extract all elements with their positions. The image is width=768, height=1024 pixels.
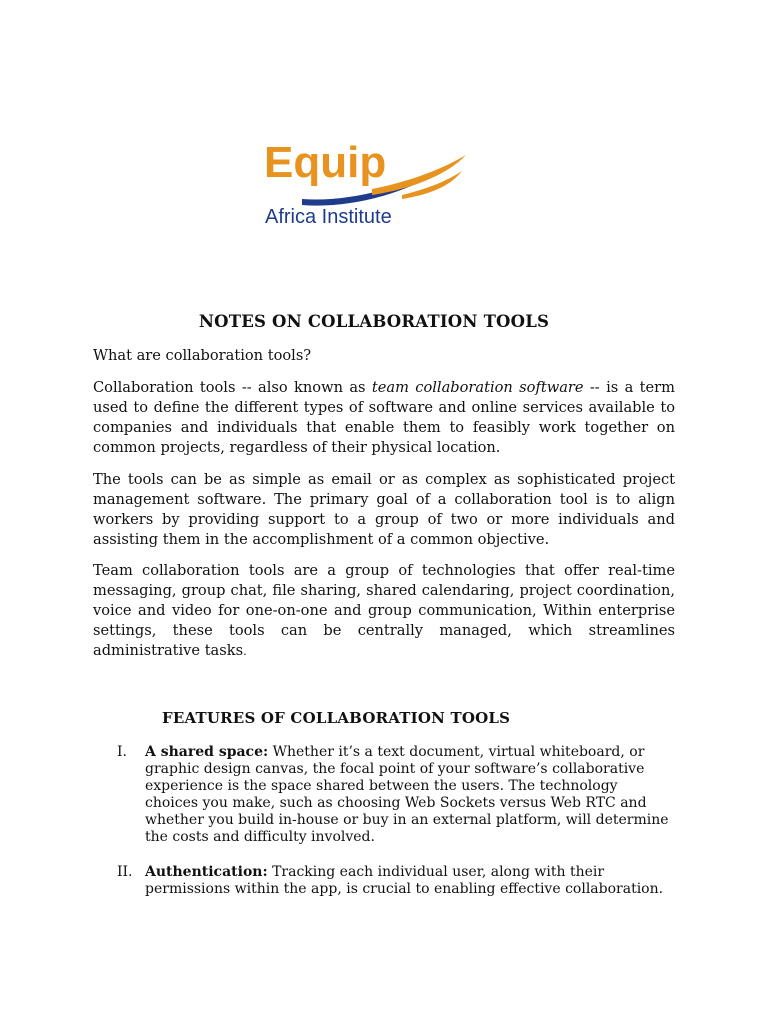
feature-description: Tracking each individual user, along with their permissions within the app, is crucial to enabling effective collaboration. <box>145 864 664 897</box>
feature-list-item <box>93 864 675 898</box>
document-title: NOTES ON COLLABORATION TOOLS <box>198 312 550 331</box>
equip-africa-institute-logo <box>262 135 472 235</box>
logo-word: Equip <box>264 138 387 187</box>
paragraph-technologies-period: . <box>243 644 247 658</box>
feature-numeral: I. <box>117 744 127 760</box>
paragraph-definition-start: Collaboration tools -- also known as <box>93 379 372 396</box>
feature-term: A shared space: <box>145 744 269 760</box>
feature-list-item <box>93 744 675 846</box>
paragraph-definition-emphasis: team collaboration software <box>371 379 584 396</box>
feature-description: Whether it’s a text document, virtual whiteboard, or graphic design canvas, the focal point of your software’s collaborative experience is the space shared between the users. The technology choices you make, such as choosing Web Sockets versus Web RTC and whether you build in-house or buy in an external platform, will determine the costs and difficulty involved. <box>145 744 669 845</box>
paragraph-goal: The tools can be as simple as email or as complex as sophisticated project management software. The primary goal of a collaboration tool is to align workers by providing support to a group of two or more individuals and assisting them in the accomplishment of a common objective. <box>93 471 675 548</box>
feature-term: Authentication: <box>145 864 268 880</box>
features-heading: FEATURES OF COLLABORATION TOOLS <box>162 709 511 727</box>
feature-numeral: II. <box>117 864 133 880</box>
logo-graphic <box>262 135 472 235</box>
paragraph-technologies-main: Team collaboration tools are a group of technologies that offer real-time messaging, group chat, file sharing, shared calendaring, project coordination, voice and video for one-on-one and group communication, Within enterprise settings, these tools can be centrally managed, which streamlines administrative tasks <box>93 562 675 659</box>
paragraph-definition-end: -- is a term used to define the different types of software and online services available to companies and individuals that enable them to feasibly work together on common projects, regardless of their physical location. <box>93 379 675 456</box>
paragraph-technologies <box>93 561 675 661</box>
question-heading: What are collaboration tools? <box>93 347 312 364</box>
paragraph-definition <box>93 378 675 458</box>
logo-subtitle: Africa Institute <box>265 206 392 228</box>
